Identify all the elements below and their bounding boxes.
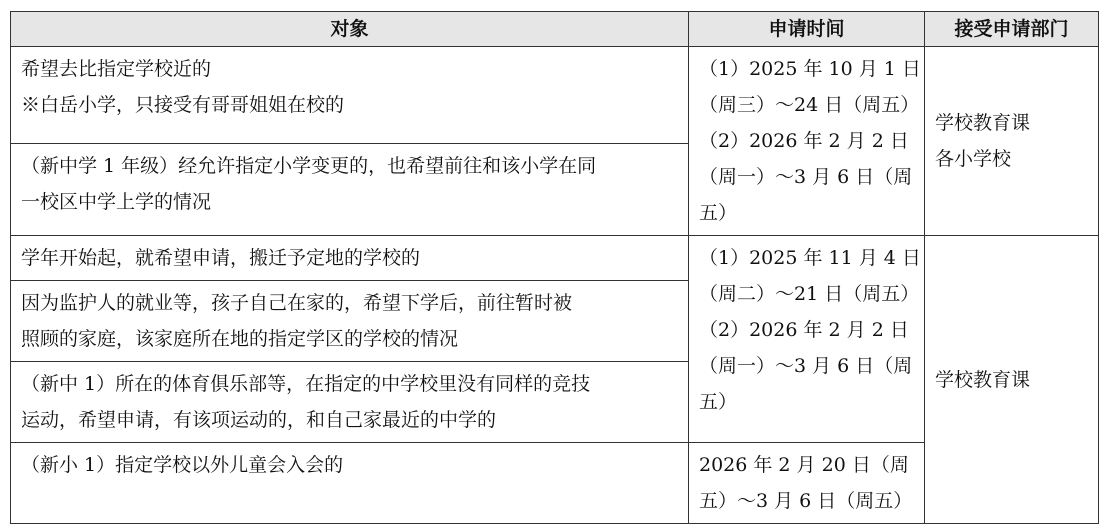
application-table xyxy=(10,11,1099,524)
cell-text: （2）2026 年 2 月 2 日 xyxy=(699,130,909,152)
cell-text: （1）2025 年 10 月 1 日 xyxy=(699,58,921,80)
cell-text: 各小学校 xyxy=(935,148,1012,170)
cell-text: 五） xyxy=(699,391,738,413)
cell-text: 学校教育课 xyxy=(935,368,1031,391)
subject-cell xyxy=(11,47,689,144)
cell-text: 五） xyxy=(699,202,738,224)
cell-text: （2）2026 年 2 月 2 日 xyxy=(699,319,909,341)
header-subject: 对象 xyxy=(11,12,689,47)
cell-text: 2026 年 2 月 20 日（周 xyxy=(699,454,909,476)
cell-text: （新中 1）所在的体育俱乐部等，在指定的中学校里没有同样的竞技 xyxy=(21,373,591,395)
cell-text: 学校教育课 xyxy=(935,112,1031,134)
cell-text: （周三）～24 日（周五） xyxy=(699,94,920,116)
cell-text: 学年开始起，就希望申请，搬迁予定地的学校的 xyxy=(21,247,421,269)
cell-text: （新小 1）指定学校以外儿童会入会的 xyxy=(21,454,344,476)
header-department: 接受申请部门 xyxy=(925,12,1099,47)
department-cell xyxy=(925,236,1099,524)
table-row xyxy=(11,236,1099,281)
table-row xyxy=(11,47,1099,144)
cell-text: （周一）～3 月 6 日（周 xyxy=(699,355,913,377)
header-row xyxy=(11,12,1099,47)
period-cell xyxy=(689,443,925,524)
cell-text: （周二）～21 日（周五） xyxy=(699,283,920,305)
period-cell xyxy=(689,236,925,443)
subject-cell xyxy=(11,362,689,443)
subject-cell xyxy=(11,144,689,236)
cell-text: 五）～3 月 6 日（周五） xyxy=(699,490,913,512)
cell-text: 因为监护人的就业等，孩子自己在家的，希望下学后，前往暂时被 xyxy=(21,292,573,314)
cell-text: 照顾的家庭，该家庭所在地的指定学区的学校的情况 xyxy=(21,328,459,350)
cell-text: （1）2025 年 11 月 4 日 xyxy=(699,247,921,269)
cell-text: （新中学 1 年级）经允许指定小学变更的，也希望前往和该小学在同 xyxy=(21,155,597,177)
department-cell xyxy=(925,47,1099,236)
subject-cell xyxy=(11,281,689,362)
cell-text: ※白岳小学，只接受有哥哥姐姐在校的 xyxy=(21,94,345,116)
cell-text: 一校区中学上学的情况 xyxy=(21,191,212,213)
subject-cell xyxy=(11,236,689,281)
period-cell xyxy=(689,47,925,236)
cell-text: （周一）～3 月 6 日（周 xyxy=(699,166,913,188)
subject-cell xyxy=(11,443,689,524)
cell-text: 运动，希望申请，有该项运动的，和自己家最近的中学的 xyxy=(21,409,497,431)
header-period: 申请时间 xyxy=(689,12,925,47)
cell-text: 希望去比指定学校近的 xyxy=(21,58,212,80)
